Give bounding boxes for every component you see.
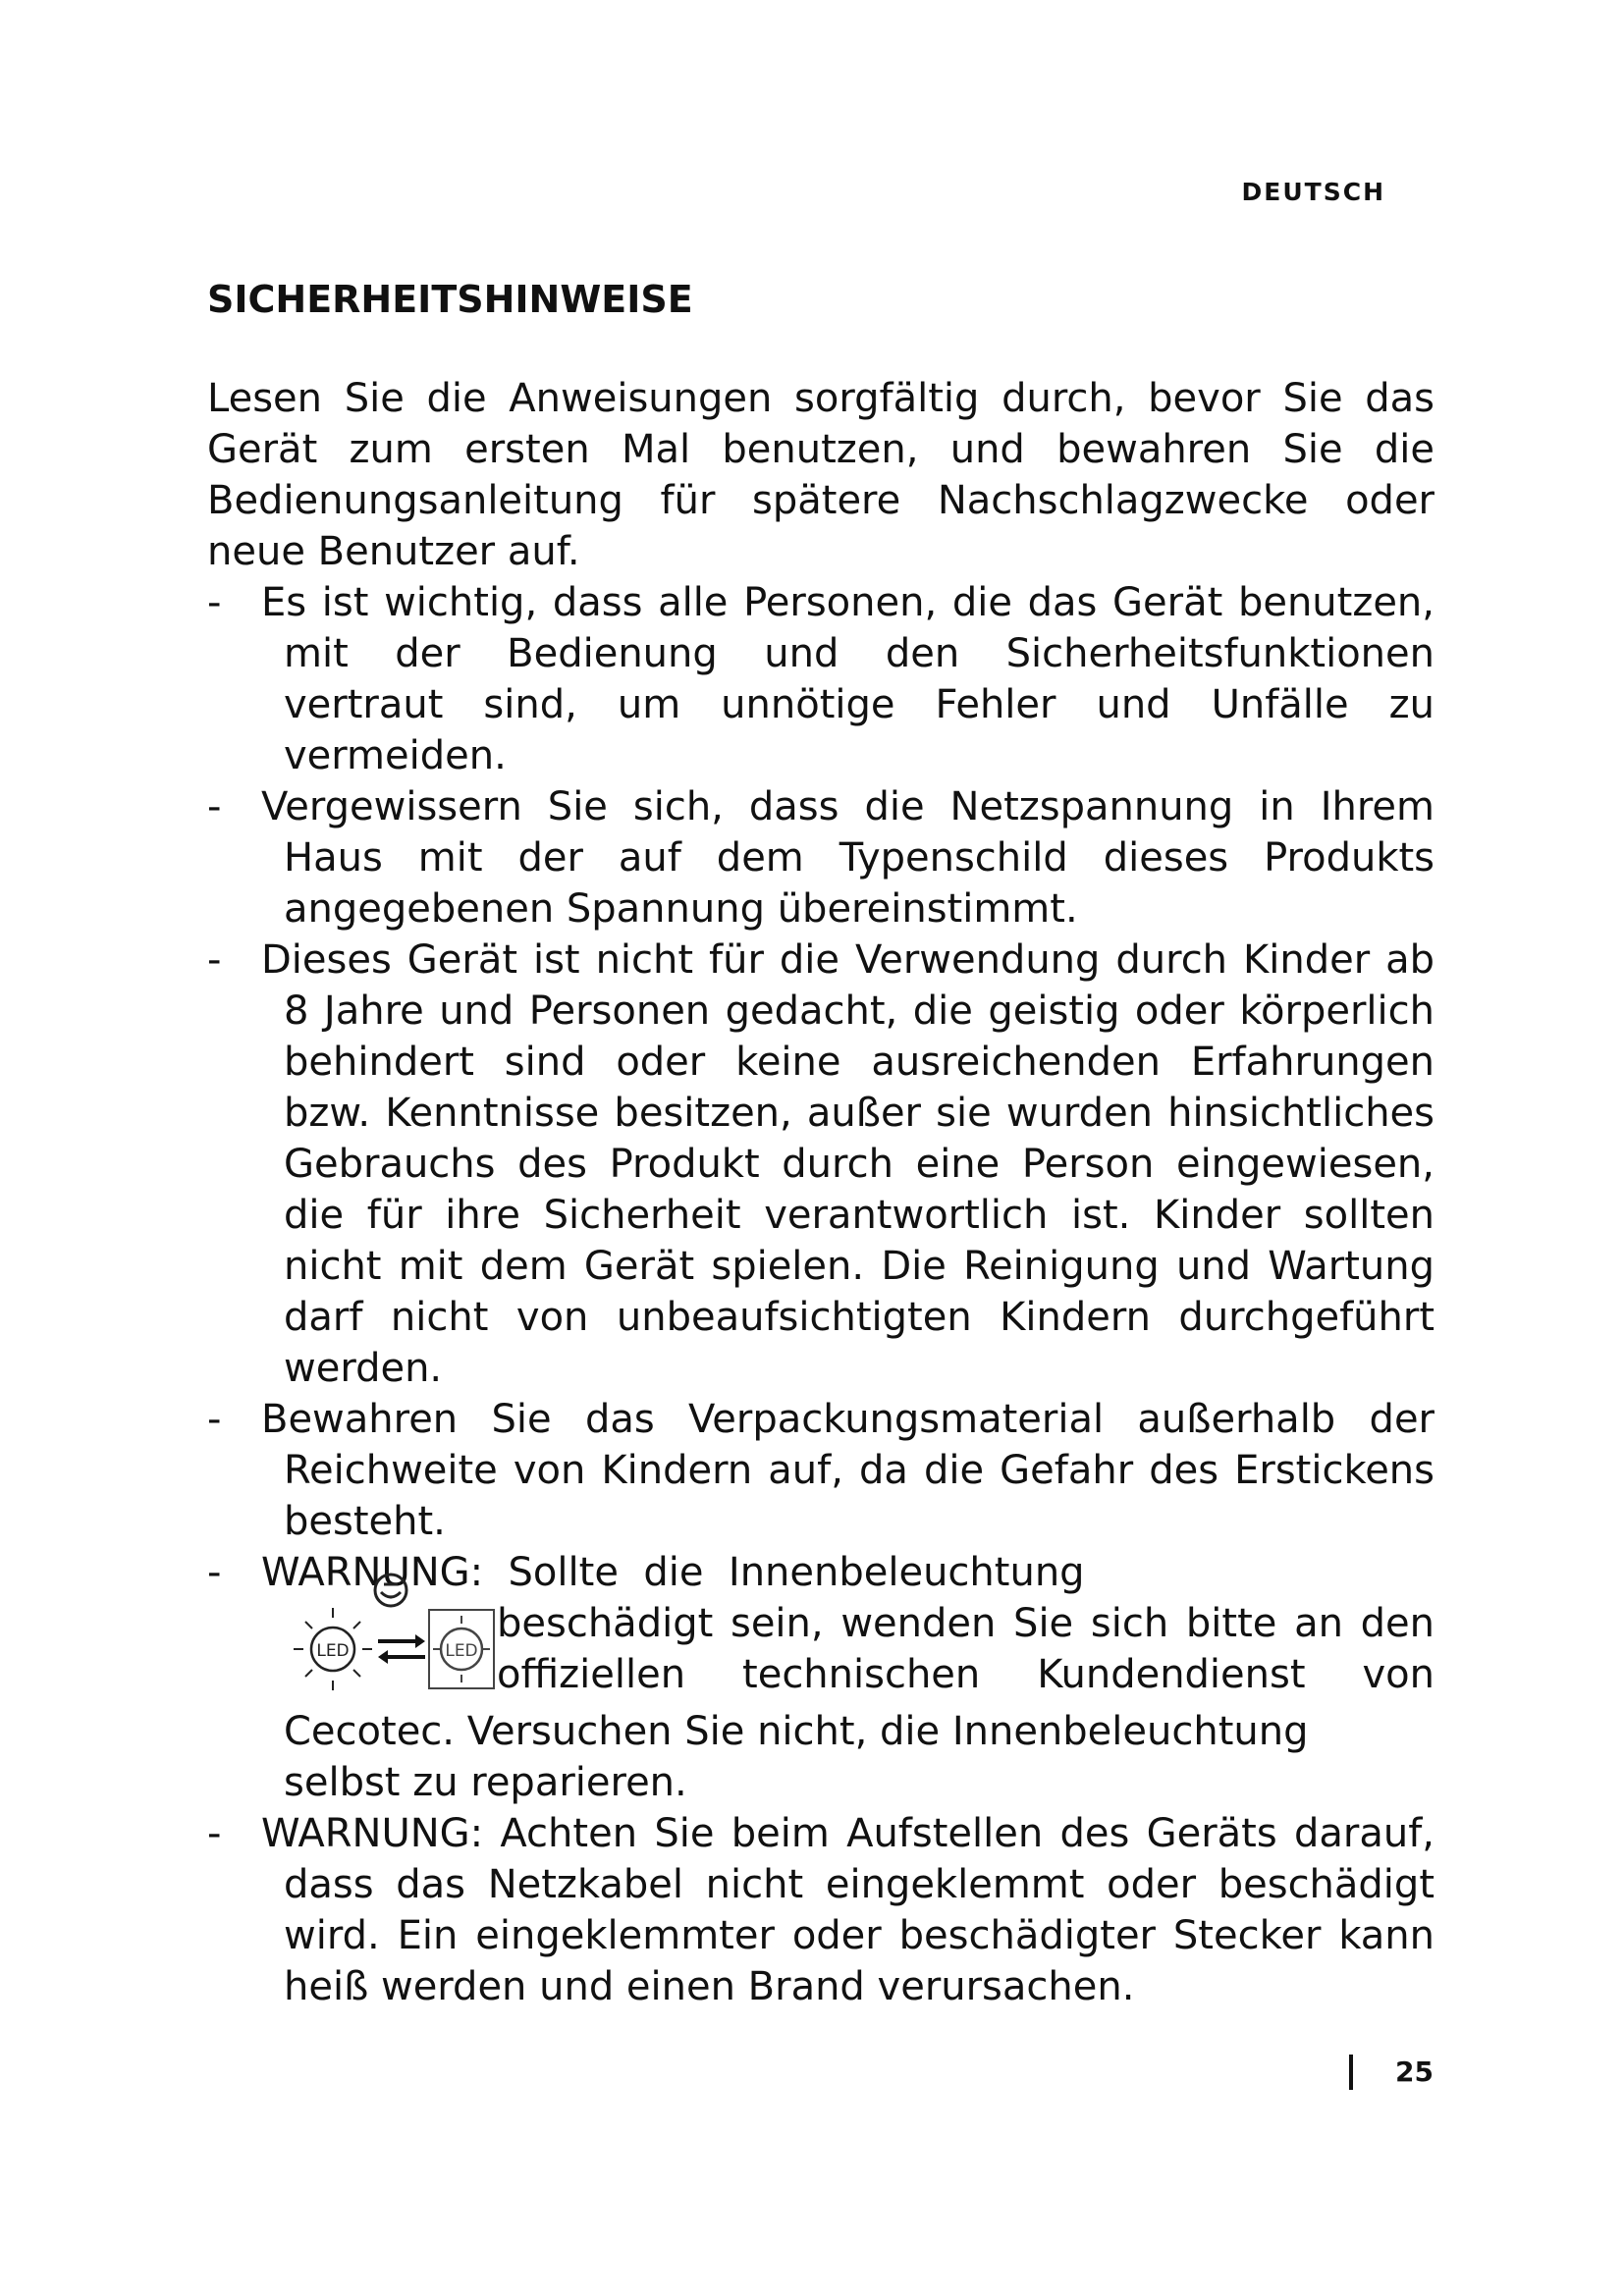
list-item-text: Es ist wichtig, dass alle Personen, die das Gerät benutzen, mit der Bedienung und den Sicherheitsfunktionen vertraut sind, um unnötige Fehler und Unfälle zu vermeiden.: [261, 580, 1435, 778]
led-left-label: LED: [316, 1641, 350, 1661]
safety-content: [207, 373, 1435, 2012]
list-item: [207, 1808, 1435, 2012]
warning-led-icon-row: [207, 1598, 1435, 1706]
warning-led-item: [207, 1547, 1435, 1808]
list-item-text: Bewahren Sie das Verpackungsmaterial außerhalb der Reichweite von Kindern auf, da die Gefahr des Erstickens besteht.: [261, 1397, 1435, 1544]
list-item-text: Vergewissern Sie sich, dass die Netzspannung in Ihrem Haus mit der auf dem Typenschild dieses Produkts angegebenen Spannung übereinstimmt.: [261, 784, 1435, 932]
led-replacement-icon: [286, 1559, 497, 1706]
led-swap-icon: [286, 1559, 497, 1706]
bullet-dash: -: [207, 1397, 222, 1442]
list-item-text: WARNUNG: Achten Sie beim Aufstellen des Geräts darauf, dass das Netzkabel nicht eingeklemmt oder beschädigt wird. Ein eingeklemmter oder beschädigter Stecker kann heiß werden und einen Brand verursachen.: [261, 1811, 1435, 2009]
list-item: [207, 781, 1435, 934]
page-number: 25: [1395, 2056, 1434, 2088]
list-item: [207, 577, 1435, 781]
language-label: DEUTSCH: [1241, 178, 1385, 206]
bullet-dash: -: [207, 580, 222, 625]
bullet-dash: -: [207, 784, 222, 829]
list-item: [207, 1394, 1435, 1547]
warning-led-first-line: WARNUNG: Sollte die Innenbeleuchtung: [261, 1550, 1085, 1595]
warning-led-rest-text: Cecotec. Versuchen Sie nicht, die Innenbeleuchtung selbst zu reparieren.: [284, 1709, 1309, 1805]
safety-list: [207, 577, 1435, 1547]
list-item-text: Dieses Gerät ist nicht für die Verwendung durch Kinder ab 8 Jahre und Personen gedacht, die geistig oder körperlich behindert sind oder keine ausreichenden Erfahrungen bzw. Kenntnisse besitzen, außer sie wurden hinsichtliches Gebrauchs des Produkt durch eine Person eingewiesen, die für ihre Sicherheit verantwortlich ist. Kinder sollten nicht mit dem Gerät spielen. Die Reinigung und Wartung darf nicht von unbeaufsichtigten Kindern durchgeführt werden.: [261, 937, 1435, 1391]
footer-divider: [1349, 2055, 1353, 2090]
bullet-dash: -: [207, 1811, 222, 1856]
bullet-dash: -: [207, 1550, 222, 1595]
section-title: SICHERHEITSHINWEISE: [207, 278, 693, 321]
intro-paragraph: Lesen Sie die Anweisungen sorgfältig durch, bevor Sie das Gerät zum ersten Mal benutzen, und bewahren Sie die Bedienungsanleitung für spätere Nachschlagzwecke oder neue Benutzer auf.: [207, 376, 1435, 574]
warning-led-beside-text: beschädigt sein, wenden Sie sich bitte an den offiziellen technischen Kundendienst von: [497, 1601, 1435, 1697]
safety-list-continued: [207, 1808, 1435, 2012]
bullet-dash: -: [207, 937, 222, 983]
list-item: [207, 934, 1435, 1394]
led-right-label: LED: [445, 1641, 478, 1661]
